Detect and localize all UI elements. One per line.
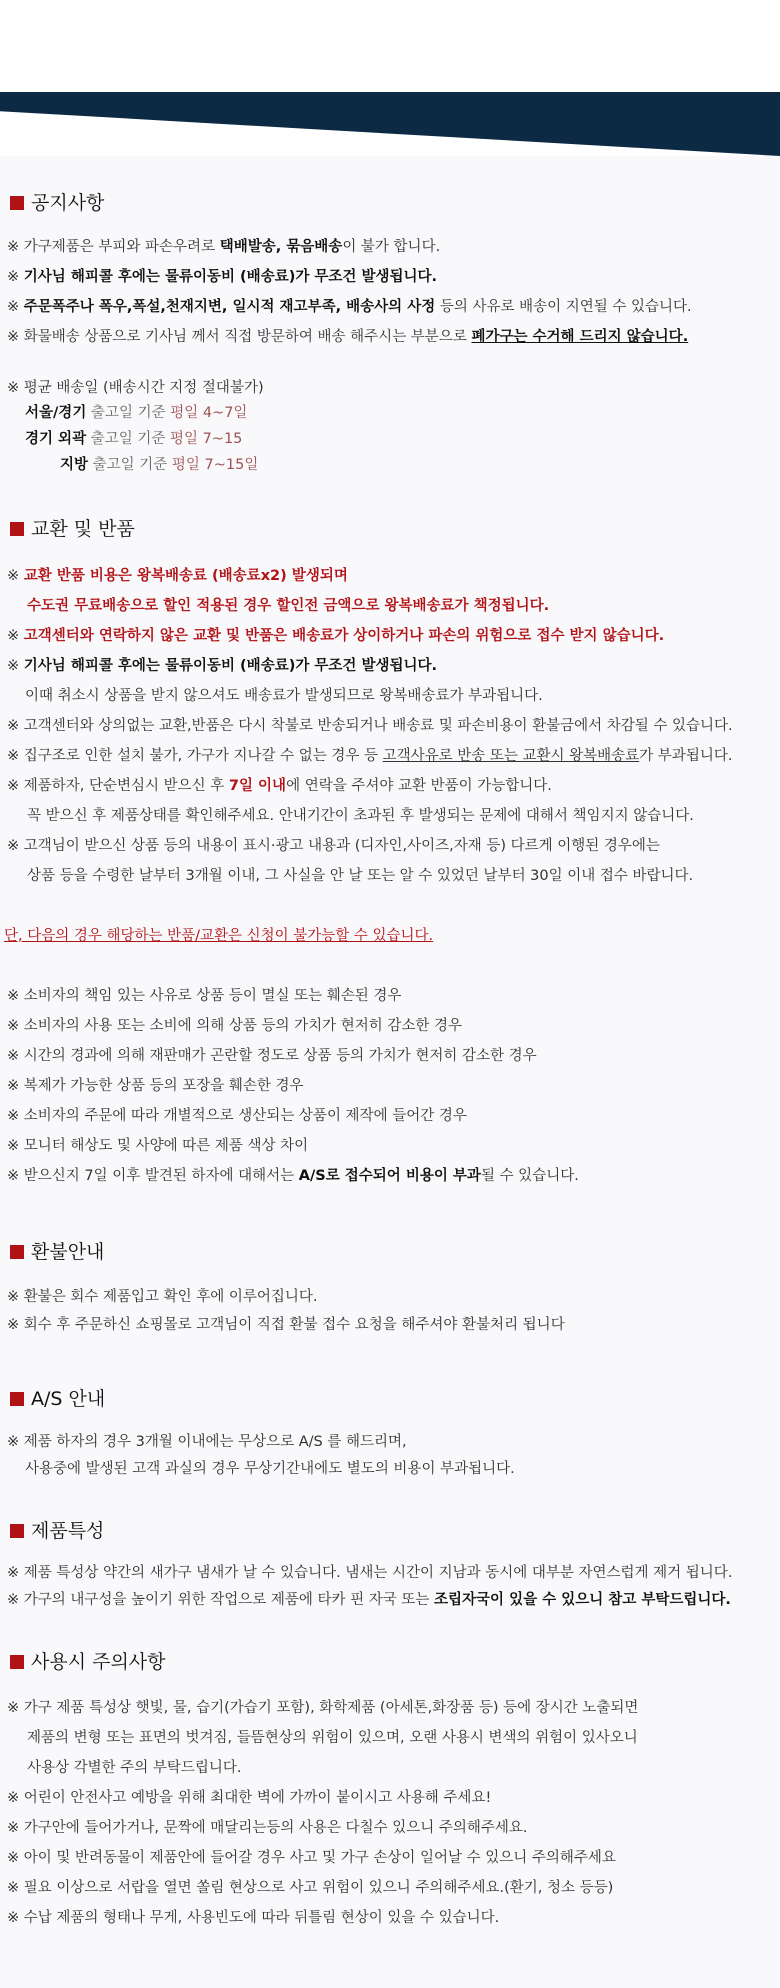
- caution-line-7: ※ 필요 이상으로 서랍을 열면 쏠림 현상으로 사고 위험이 있으니 주의해주세요.(환기, 청소 등등): [7, 1880, 614, 1896]
- avg-delivery-title: ※ 평균 배송일 (배송시간 지정 절대불가): [7, 380, 264, 396]
- notice-line-3: ※ 주문폭주나 폭우,폭설,천재지변, 일시적 재고부족, 배송사의 사정 등의 사유로 배송이 지연될 수 있습니다.: [7, 299, 692, 315]
- section-title-text: 사용시 주의사항: [31, 1651, 166, 1673]
- as-line-2: 사용중에 발생된 고객 과실의 경우 무상기간내에도 별도의 비용이 부과됩니다.: [25, 1461, 515, 1477]
- delivery-region-gyeonggi: 경기 외곽 출고일 기준 평일 7~15: [25, 431, 243, 447]
- delivery-region-seoul: 서울/경기 출고일 기준 평일 4~7일: [25, 405, 248, 421]
- section-title-refund: [10, 1240, 104, 1264]
- refund-line-1: ※ 환불은 회수 제품입고 확인 후에 이루어집니다.: [7, 1289, 318, 1305]
- exchange-line-9: 꼭 받으신 후 제품상태를 확인해주세요. 안내기간이 초과된 후 발생되는 문제에 대해서 책임지지 않습니다.: [27, 808, 694, 824]
- features-line-1: ※ 제품 특성상 약간의 새가구 냄새가 날 수 있습니다. 냄새는 시간이 지남과 동시에 대부분 자연스럽게 제거 됩니다.: [7, 1565, 733, 1581]
- header-banner: [0, 92, 780, 156]
- red-square-icon: [10, 1524, 24, 1538]
- delivery-region-local: 지방 출고일 기준 평일 7~15일: [60, 457, 259, 473]
- exchange-condition-6: ※ 모니터 해상도 및 사양에 따른 제품 색상 차이: [7, 1138, 309, 1154]
- section-title-exchange: [10, 517, 135, 541]
- exchange-warning: 단, 다음의 경우 해당하는 반품/교환은 신청이 불가능할 수 있습니다.: [4, 928, 434, 944]
- exchange-line-4: ※ 기사님 해피콜 후에는 물류이동비 (배송료)가 무조건 발생됩니다.: [7, 658, 437, 674]
- exchange-line-6: ※ 고객센터와 상의없는 교환,반품은 다시 착불로 반송되거나 배송료 및 파손비용이 환불금에서 차감될 수 있습니다.: [7, 718, 733, 734]
- section-title-notice: [10, 191, 104, 215]
- caution-line-3: 사용상 각별한 주의 부탁드립니다.: [27, 1760, 242, 1776]
- section-title-text: 환불안내: [31, 1241, 105, 1263]
- section-title-features: [10, 1519, 104, 1543]
- red-square-icon: [10, 1392, 24, 1406]
- red-square-icon: [10, 1245, 24, 1259]
- red-square-icon: [10, 196, 24, 210]
- notice-line-2: ※ 기사님 해피콜 후에는 물류이동비 (배송료)가 무조건 발생됩니다.: [7, 269, 437, 285]
- exchange-line-2: 수도권 무료배송으로 할인 적용된 경우 할인전 금액으로 왕복배송료가 책정됩니다.: [27, 598, 550, 614]
- exchange-condition-2: ※ 소비자의 사용 또는 소비에 의해 상품 등의 가치가 현저히 감소한 경우: [7, 1018, 463, 1034]
- red-square-icon: [10, 522, 24, 536]
- section-title-caution: [10, 1650, 166, 1674]
- exchange-line-10: ※ 고객님이 받으신 상품 등의 내용이 표시·광고 내용과 (디자인,사이즈,자재 등) 다르게 이행된 경우에는: [7, 838, 660, 854]
- section-title-as: [10, 1387, 105, 1411]
- notice-line-4: ※ 화물배송 상품으로 기사님 께서 직접 방문하여 배송 해주시는 부분으로 폐가구는 수거해 드리지 않습니다.: [7, 329, 689, 345]
- exchange-condition-7: ※ 받으신지 7일 이후 발견된 하자에 대해서는 A/S로 접수되어 비용이 부과될 수 있습니다.: [7, 1168, 579, 1184]
- refund-line-2: ※ 회수 후 주문하신 쇼핑몰로 고객님이 직접 환불 접수 요청을 해주셔야 환불처리 됩니다: [7, 1317, 565, 1333]
- red-square-icon: [10, 1655, 24, 1669]
- exchange-line-8: ※ 제품하자, 단순변심시 받으신 후 7일 이내에 연락을 주셔야 교환 반품이 가능합니다.: [7, 778, 552, 794]
- notice-line-1: ※ 가구제품은 부피와 파손우려로 택배발송, 묶음배송이 불가 합니다.: [7, 239, 441, 255]
- exchange-line-5: 이때 취소시 상품을 받지 않으셔도 배송료가 발생되므로 왕복배송료가 부과됩니다.: [25, 688, 543, 704]
- features-line-2: ※ 가구의 내구성을 높이기 위한 작업으로 제품에 타카 핀 자국 또는 조립자국이 있을 수 있으니 참고 부탁드립니다.: [7, 1592, 731, 1608]
- caution-line-8: ※ 수납 제품의 형태나 무게, 사용빈도에 따라 뒤틀림 현상이 있을 수 있습니다.: [7, 1910, 500, 1926]
- caution-line-2: 제품의 변형 또는 표면의 벗겨짐, 들뜸현상의 위험이 있으며, 오랜 사용시 변색의 위험이 있사오니: [27, 1730, 638, 1746]
- caution-line-4: ※ 어린이 안전사고 예방을 위해 최대한 벽에 가까이 붙이시고 사용해 주세요!: [7, 1790, 492, 1806]
- caution-line-1: ※ 가구 제품 특성상 햇빛, 물, 습기(가습기 포함), 화학제품 (아세톤,화장품 등) 등에 장시간 노출되면: [7, 1700, 639, 1716]
- caution-line-6: ※ 아이 및 반려동물이 제품안에 들어갈 경우 사고 및 가구 손상이 일어날 수 있으니 주의해주세요: [7, 1850, 616, 1866]
- exchange-condition-5: ※ 소비자의 주문에 따라 개별적으로 생산되는 상품이 제작에 들어간 경우: [7, 1108, 467, 1124]
- exchange-line-7: ※ 집구조로 인한 설치 불가, 가구가 지나갈 수 없는 경우 등 고객사유로 반송 또는 교환시 왕복배송료가 부과됩니다.: [7, 748, 733, 764]
- exchange-line-3: ※ 고객센터와 연락하지 않은 교환 및 반품은 배송료가 상이하거나 파손의 위험으로 접수 받지 않습니다.: [7, 628, 665, 644]
- section-title-text: 제품특성: [31, 1520, 105, 1542]
- section-title-text: 교환 및 반품: [31, 518, 135, 540]
- section-title-text: A/S 안내: [31, 1388, 106, 1410]
- exchange-line-1: ※ 교환 반품 비용은 왕복배송료 (배송료x2) 발생되며: [7, 568, 348, 584]
- caution-line-5: ※ 가구안에 들어가거나, 문짝에 매달리는등의 사용은 다칠수 있으니 주의해주세요.: [7, 1820, 528, 1836]
- section-title-text: 공지사항: [31, 192, 105, 214]
- exchange-line-11: 상품 등을 수령한 날부터 3개월 이내, 그 사실을 안 날 또는 알 수 있었던 날부터 30일 이내 접수 바랍니다.: [27, 868, 694, 884]
- as-line-1: ※ 제품 하자의 경우 3개월 이내에는 무상으로 A/S 를 해드리며,: [7, 1434, 407, 1450]
- exchange-condition-1: ※ 소비자의 책임 있는 사유로 상품 등이 멸실 또는 훼손된 경우: [7, 988, 402, 1004]
- exchange-condition-3: ※ 시간의 경과에 의해 재판매가 곤란할 정도로 상품 등의 가치가 현저히 감소한 경우: [7, 1048, 537, 1064]
- exchange-condition-4: ※ 복제가 가능한 상품 등의 포장을 훼손한 경우: [7, 1078, 304, 1094]
